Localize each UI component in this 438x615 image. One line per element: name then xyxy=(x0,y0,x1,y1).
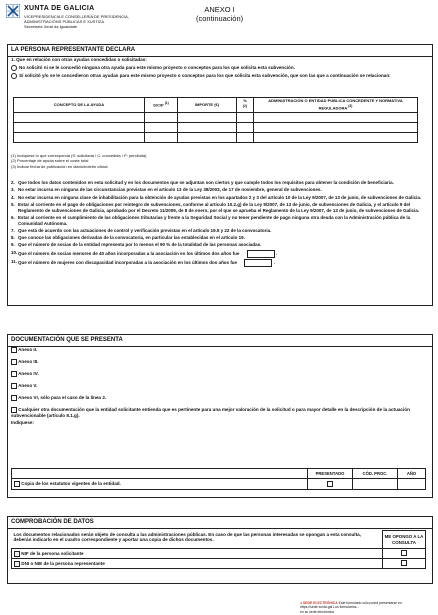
declaration-2: 2. Que todos los datos contenidos en esta solicitud y en los documentos que se adjuntan son ciertos y que cumple todos los requisitos para obtener la condición de beneficiaria. xyxy=(11,180,394,185)
col-header: CONCEPTO DE LA AYUDA xyxy=(14,98,145,113)
option-no-radio[interactable] xyxy=(11,65,17,71)
doc-item: Anexo VI, sólo para el caso de la línea 2. xyxy=(11,395,106,401)
footer-text: Este formulario sólo podrá presentarse en xyxy=(338,601,402,605)
declaration-3: 3. No estar incursa en ninguna de las circunstancias previstas en el artículo 13 de la Ley 38/2003, de 17 de noviembre, general de subvenciones. xyxy=(11,187,322,193)
declaration-4: 4. No estar incursa en ninguna clase de inhabilitación para la obtención de ayudas previstas en los apartados 2 y 3 del artículo 10 de la Ley 9/2007, de 13 de junio, de subvenciones de Galicia. xyxy=(11,194,422,200)
indiquese-textarea[interactable] xyxy=(11,421,426,461)
option-si-radio[interactable] xyxy=(11,73,17,79)
declaration-9: 9. Que el número de socias de la entidad representa por lo menos el 90 % de la totalidad de las personas asociadas. xyxy=(11,242,262,248)
doc-checkbox[interactable] xyxy=(11,371,17,377)
option-no-row xyxy=(11,65,429,71)
doc-checkbox[interactable] xyxy=(11,383,17,389)
year-input[interactable] xyxy=(398,479,426,490)
doc-checkbox[interactable] xyxy=(11,395,17,401)
footer-text: https://sede.xunta.gal Los formularios... xyxy=(300,605,360,610)
section-title: DOCUMENTACIÓN QUE SE PRESENTA xyxy=(8,335,432,347)
org-line: Secretaría Xeral da Igualdade xyxy=(24,23,78,29)
doc-item: Anexo II. xyxy=(11,347,37,353)
section-title: COMPROBACIÓN DE DATOS xyxy=(8,517,432,529)
note: (1) Indíquese lo que corresponda (S: solicitada / C: concedida / P: percibida) xyxy=(11,153,147,158)
cod-proc-input[interactable] xyxy=(353,479,398,490)
other-docs-item: Cualquier otra documentación que la entidad solicitante entienda que es pertinente para una mejor valoración de la solicitud o para mayor detalle en la descripción de la actuación subvencionable (artículo 8.1.g). Indíquese: xyxy=(11,407,426,425)
document-header xyxy=(6,4,432,38)
comprobacion-section xyxy=(7,516,433,584)
oppose-checkbox[interactable] xyxy=(401,550,407,556)
copia-checkbox[interactable] xyxy=(14,481,20,487)
copia-statutes-row: Copia de los estatutos vigentes de la entidad. xyxy=(12,479,308,490)
disabled-women-count-input[interactable] xyxy=(244,259,272,267)
sede-icon: ● xyxy=(300,601,303,605)
annex-title: ANEXO I xyxy=(204,5,235,14)
organization-block xyxy=(24,5,129,29)
col-header: % $^{(2)}$ xyxy=(237,98,254,113)
col-header: AÑO xyxy=(398,469,426,479)
annex-title-block xyxy=(196,5,243,23)
sede-label: SEDE ELECTRÓNICA xyxy=(303,601,338,605)
doc-checkbox[interactable] xyxy=(11,359,17,365)
table-row xyxy=(12,479,426,490)
declaration-7: 7. Que está de acuerdo con las actuaciones de control y verificación previstas en el artículo 19.5 y 22 de la convocatoria. xyxy=(11,227,272,233)
declaration-11: 11. Que el número de mujeres con discapacidad incorporadas a la asociación en los últimos dos años fue . xyxy=(11,259,275,266)
other-aid-table xyxy=(13,97,418,143)
declarations-list xyxy=(11,180,426,267)
option-si-row xyxy=(11,73,429,79)
checked-icon xyxy=(14,551,20,557)
presentado-table xyxy=(11,468,426,490)
section-title: LA PERSONA REPRESENTANTE DECLARA xyxy=(8,45,432,57)
footer-text: en su sede electrónica xyxy=(300,609,334,614)
col-header: CÓD. PROC. xyxy=(353,469,398,479)
me-opongo-header: ME OPONGO A LA CONSULTA xyxy=(383,531,426,549)
comprobacion-text: Los documentos relacionados serán objeto de consulta a las administraciones públicas. En caso de que las personas interesadas se opongan a esta consulta, deberán indicarlo en el cuadro correspondiente y aportar una copia de dichos documentos. xyxy=(12,531,383,549)
xunta-logo-icon xyxy=(6,4,20,18)
doc-item: Anexo V. xyxy=(11,383,37,389)
table-row xyxy=(14,123,418,133)
declaration-5: 5. Estar al corriente en el pago de obligaciones por reintegro de subvenciones, conforme al artículo 10.2.g) de la Ley 9/2007, de 13 de junio, de subvenciones de Galicia, y el artículo 9 del Reglamento de subvenciones de Galicia, aprobado por el Decreto 11/2009, de 8 de enero, por el que se aprueba el Reglamento de la Ley 9/2007, de 13 de junio, de subvenciones de Galicia. xyxy=(11,201,420,213)
representante-section xyxy=(7,44,433,306)
col-header: PRESENTADO xyxy=(308,469,353,479)
comprobacion-table xyxy=(11,530,426,569)
org-line: VICEPRESIDENCIA E CONSELLERÍA DE PRESIDENCIA, xyxy=(24,13,129,19)
annex-subtitle: (continuación) xyxy=(196,14,244,23)
declaration-6: 6. Estar al corriente en el cumplimiento de las obligaciones tributarias y frente a la Seguridad Social y no tener pendiente de pago ninguna otra deuda con la Administración pública de la Comunidad Autónoma. xyxy=(11,214,411,226)
table-notes xyxy=(11,153,146,169)
documentacion-section xyxy=(7,334,433,498)
col-header: ADMINISTRACIÓN O ENTIDAD PÚBLICA CONCEDENTE Y NORMATIVA REGULADORA $^{(3)}$ xyxy=(254,98,418,113)
sede-electronica-footer xyxy=(300,601,402,614)
org-line: ADMINISTRACIÓNS PÚBLICAS E XUSTIZA xyxy=(24,18,105,24)
option-no-label: No solicitó ni se le concedió ninguna otra ayuda para este mismo proyecto o conceptos para los que solicita esta subvención. xyxy=(19,64,295,70)
question-1: 1. Que en relación con otras ayudas concedidas o solicitadas: xyxy=(11,57,147,62)
checked-icon xyxy=(14,561,20,567)
doc-checkbox[interactable] xyxy=(11,347,17,353)
col-header: S/C/P $^{(1)}$ xyxy=(145,98,178,113)
doc-item: Anexo III. xyxy=(11,359,39,365)
table-row xyxy=(14,113,418,123)
dni-row: DNI o NIE de la persona representante xyxy=(12,559,383,569)
presentado-checkbox[interactable] xyxy=(327,481,333,487)
org-name: XUNTA DE GALICIA xyxy=(24,5,95,12)
doc-item: Anexo IV. xyxy=(11,371,39,377)
table-row xyxy=(14,133,418,143)
oppose-checkbox[interactable] xyxy=(401,560,407,566)
declaration-10: 10. Que el número de socias menores de 40 años incorporadas a la asociación en los últimos dos años fue . xyxy=(11,249,278,256)
col-header: IMPORTE (€) xyxy=(178,98,237,113)
declaration-8: 8. Que conoce las obligaciones derivadas de la convocatoria, en particular las establecidas en el artículo 19. xyxy=(11,235,245,240)
table-row xyxy=(12,559,426,569)
note: (2) Porcentaje de ayuda sobre el coste total xyxy=(11,158,89,164)
nif-row: NIF de la persona solicitante xyxy=(12,549,383,559)
young-members-count-input[interactable] xyxy=(247,250,275,258)
indiquese-label: Indíquese: xyxy=(11,419,34,425)
note: (3) Indicar fecha de publicación en diario/boletín oficial xyxy=(11,163,108,169)
option-si-label: Sí solicitó y/o se le concedieron otras ayudas para este mismo proyecto o conceptos para los que solicita esta subvención, que son las que a continuación se relacionan: xyxy=(19,72,391,78)
table-row xyxy=(12,549,426,559)
